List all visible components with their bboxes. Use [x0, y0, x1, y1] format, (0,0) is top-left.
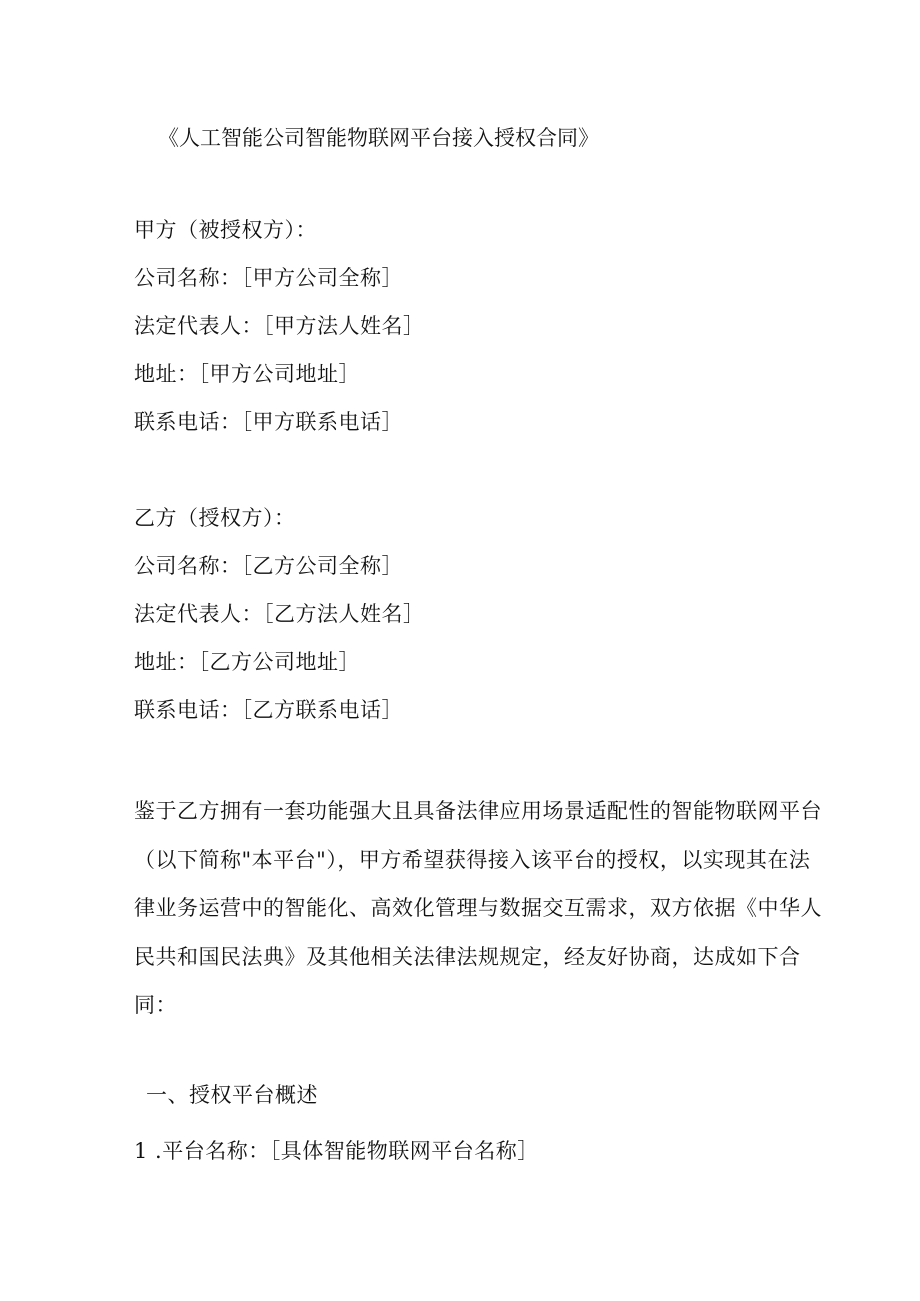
preamble-paragraph: [134, 787, 822, 1030]
party-a-representative: 法定代表人：［甲方法人姓名］: [134, 314, 425, 338]
party-b-company: 公司名称：［乙方公司全称］: [134, 554, 403, 578]
party-b-address: 地址：［乙方公司地址］: [134, 650, 360, 674]
party-b-heading: 乙方（授权方）：: [134, 506, 296, 530]
party-a-address: 地址：［甲方公司地址］: [134, 362, 360, 386]
party-a-phone: 联系电话：［甲方联系电话］: [134, 410, 403, 434]
preamble-line: 同：: [134, 993, 177, 1017]
party-b-representative: 法定代表人：［乙方法人姓名］: [134, 602, 425, 626]
section-heading: 一、授权平台概述: [146, 1083, 318, 1107]
preamble-line: 律业务运营中的智能化、高效化管理与数据交互需求，双方依据《中华人: [134, 896, 822, 920]
party-a-company: 公司名称：［甲方公司全称］: [134, 266, 403, 290]
preamble-line: 民共和国民法典》及其他相关法律法规规定，经友好协商，达成如下合: [134, 944, 801, 969]
preamble-line: 鉴于乙方拥有一套功能强大且具备法律应用场景适配性的智能物联网平台: [134, 799, 822, 823]
preamble-line: （以下简称"本平台"），甲方希望获得接入该平台的授权，以实现其在法: [134, 847, 811, 872]
section-item: 1 .平台名称：［具体智能物联网平台名称］: [134, 1139, 539, 1163]
party-b-phone: 联系电话：［乙方联系电话］: [134, 698, 403, 722]
contract-title: 《人工智能公司智能物联网平台接入授权合同》: [158, 126, 599, 150]
party-a-heading: 甲方（被授权方）：: [134, 218, 317, 242]
